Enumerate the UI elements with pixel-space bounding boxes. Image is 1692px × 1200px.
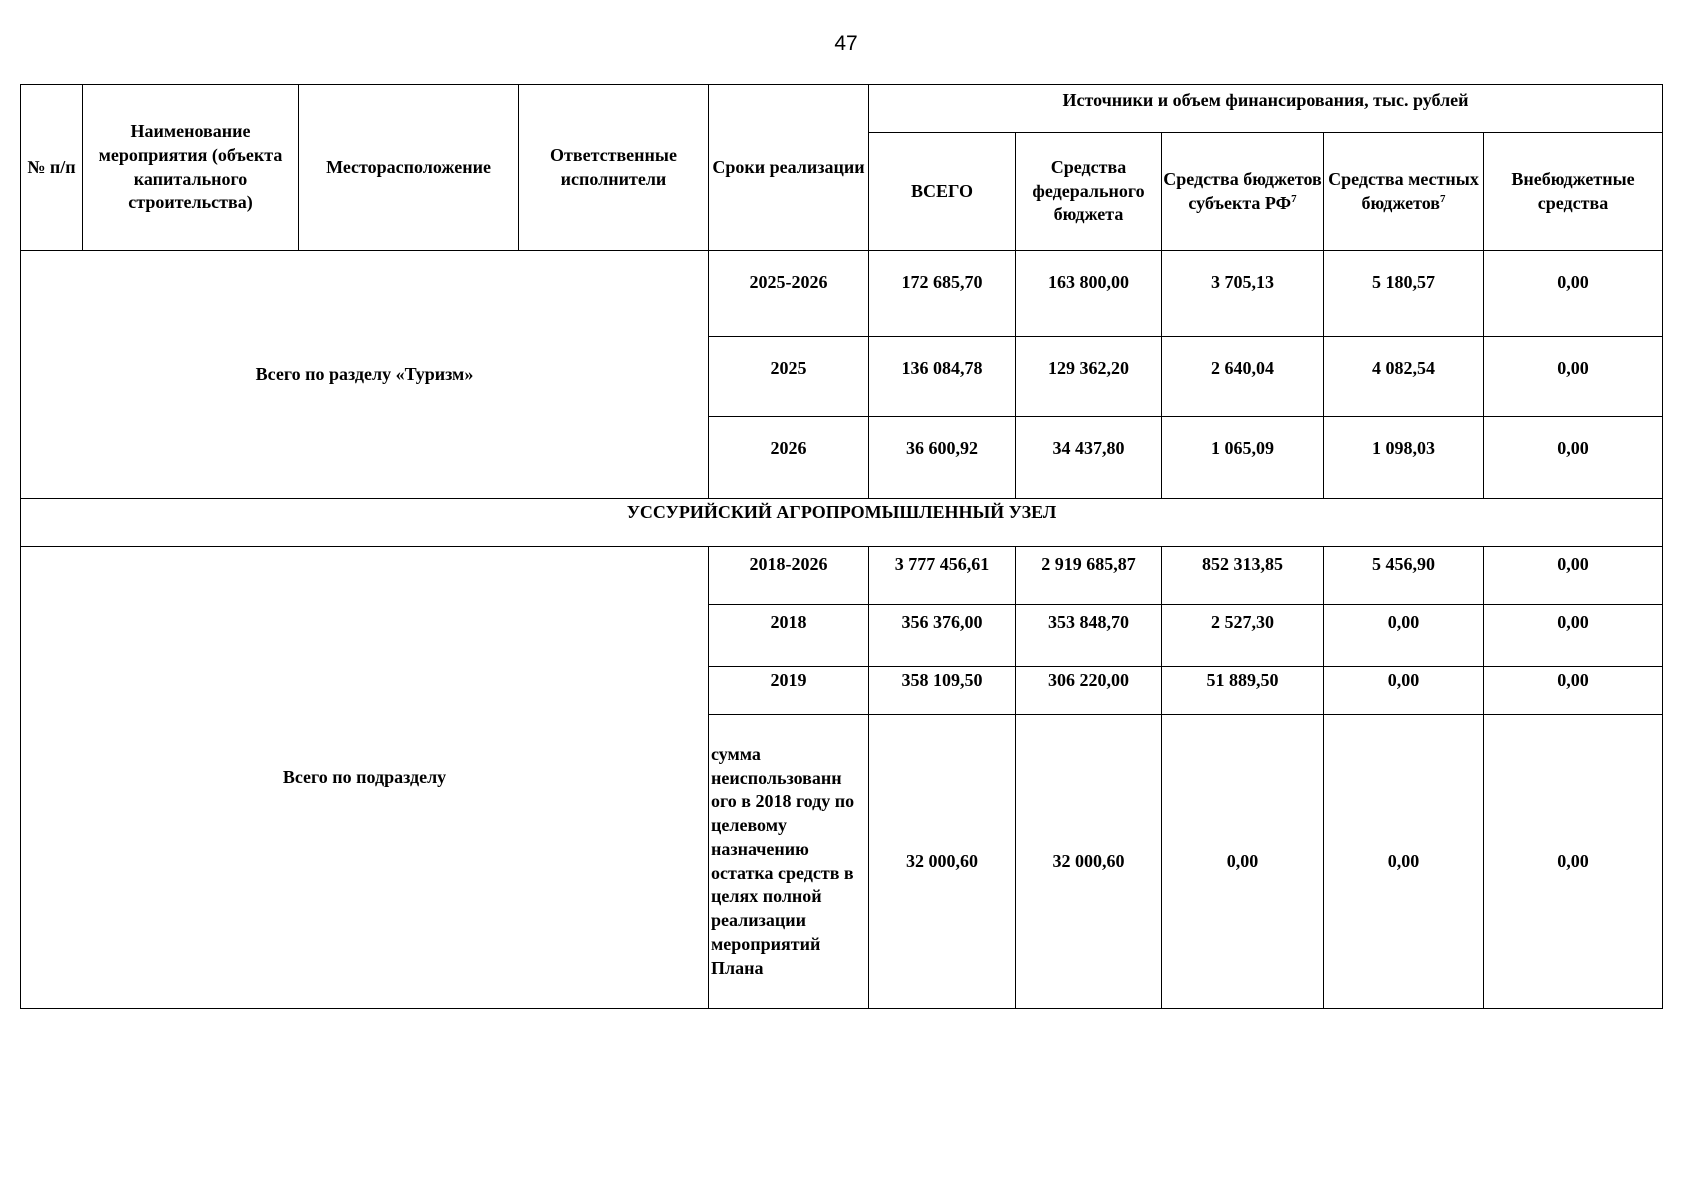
federal-cell: 306 220,00	[1016, 667, 1162, 715]
header-name: Наименование мероприятия (объекта капитального строительства)	[83, 85, 299, 251]
local-cell: 5 180,57	[1324, 251, 1484, 337]
total-cell: 358 109,50	[869, 667, 1016, 715]
offbudget-cell: 0,00	[1484, 547, 1663, 605]
total-cell: 36 600,92	[869, 417, 1016, 499]
federal-cell: 163 800,00	[1016, 251, 1162, 337]
subject-cell: 51 889,50	[1162, 667, 1324, 715]
header-local-label: Средства местных бюджетов	[1328, 168, 1479, 213]
header-federal: Средства федерального бюджета	[1016, 133, 1162, 251]
period-cell: 2018	[709, 605, 869, 667]
header-financing: Источники и объем финансирования, тыс. рублей	[869, 85, 1663, 133]
header-local-footnote: 7	[1440, 192, 1446, 205]
subject-cell: 3 705,13	[1162, 251, 1324, 337]
header-local	[1324, 133, 1484, 251]
federal-cell: 353 848,70	[1016, 605, 1162, 667]
offbudget-cell: 0,00	[1484, 667, 1663, 715]
total-cell: 136 084,78	[869, 337, 1016, 417]
subsection-total-label: Всего по подразделу	[21, 547, 709, 1009]
local-cell: 0,00	[1324, 605, 1484, 667]
header-responsible: Ответственные исполнители	[519, 85, 709, 251]
period-cell: 2025-2026	[709, 251, 869, 337]
header-no: № п/п	[21, 85, 83, 251]
federal-cell: 34 437,80	[1016, 417, 1162, 499]
federal-cell: 2 919 685,87	[1016, 547, 1162, 605]
table-row	[21, 547, 1663, 605]
header-location: Месторасположение	[299, 85, 519, 251]
offbudget-cell: 0,00	[1484, 337, 1663, 417]
offbudget-cell: 0,00	[1484, 251, 1663, 337]
offbudget-cell: 0,00	[1484, 417, 1663, 499]
local-cell: 0,00	[1324, 715, 1484, 1009]
period-cell: 2026	[709, 417, 869, 499]
local-cell: 4 082,54	[1324, 337, 1484, 417]
federal-cell: 129 362,20	[1016, 337, 1162, 417]
period-cell: 2025	[709, 337, 869, 417]
subject-cell: 852 313,85	[1162, 547, 1324, 605]
header-subject-footnote: 7	[1291, 192, 1297, 205]
offbudget-cell: 0,00	[1484, 715, 1663, 1009]
header-period: Сроки реализации	[709, 85, 869, 251]
header-subject-label: Средства бюджетов субъекта РФ	[1163, 168, 1322, 213]
section-title: УССУРИЙСКИЙ АГРОПРОМЫШЛЕННЫЙ УЗЕЛ	[21, 499, 1663, 547]
header-offbudget: Внебюджетные средства	[1484, 133, 1663, 251]
period-cell: 2018-2026	[709, 547, 869, 605]
period-cell: 2019	[709, 667, 869, 715]
subject-cell: 2 640,04	[1162, 337, 1324, 417]
local-cell: 0,00	[1324, 667, 1484, 715]
local-cell: 5 456,90	[1324, 547, 1484, 605]
financing-table	[20, 84, 1663, 1009]
period-cell: сумма неиспользованн ого в 2018 году по целевому назначению остатка средств в целях полной реализации мероприятий Плана	[709, 715, 869, 1009]
page-number: 47	[834, 32, 858, 55]
tourism-total-label: Всего по разделу «Туризм»	[21, 251, 709, 499]
total-cell: 356 376,00	[869, 605, 1016, 667]
header-row-1	[21, 85, 1663, 133]
section-row	[21, 499, 1663, 547]
local-cell: 1 098,03	[1324, 417, 1484, 499]
total-cell: 172 685,70	[869, 251, 1016, 337]
subject-cell: 1 065,09	[1162, 417, 1324, 499]
subject-cell: 0,00	[1162, 715, 1324, 1009]
offbudget-cell: 0,00	[1484, 605, 1663, 667]
federal-cell: 32 000,60	[1016, 715, 1162, 1009]
header-total: ВСЕГО	[869, 133, 1016, 251]
total-cell: 3 777 456,61	[869, 547, 1016, 605]
subject-cell: 2 527,30	[1162, 605, 1324, 667]
total-cell: 32 000,60	[869, 715, 1016, 1009]
table-row	[21, 251, 1663, 337]
header-subject	[1162, 133, 1324, 251]
